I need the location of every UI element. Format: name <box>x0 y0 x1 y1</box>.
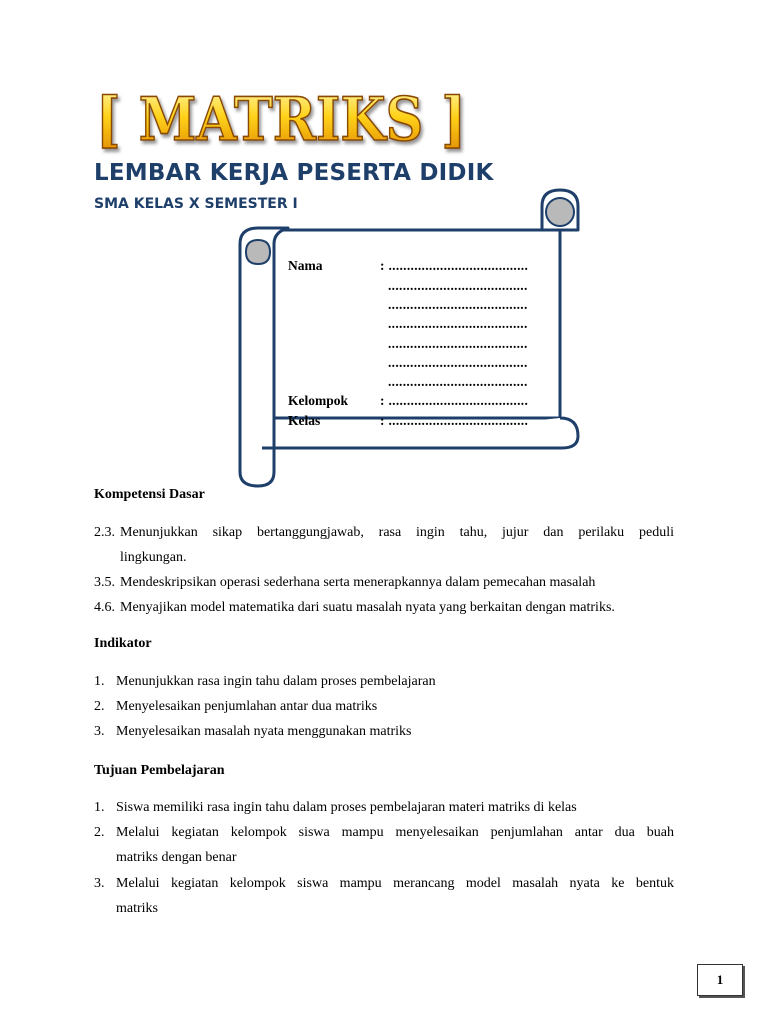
nama-label: Nama <box>288 258 323 273</box>
list-item <box>94 719 674 744</box>
nama-line[interactable]: ...................................... <box>388 374 528 389</box>
item-number: 3. <box>94 724 105 739</box>
kelas-label: Kelas <box>288 413 321 428</box>
item-text: Melalui kegiatan kelompok siswa mampu merancang model masalah nyata ke bentuk <box>116 876 674 891</box>
nama-line[interactable]: ...................................... <box>388 297 528 312</box>
list-item <box>94 669 674 694</box>
list-item <box>94 694 674 719</box>
page-subtitle: SMA KELAS X SEMESTER I <box>94 196 298 212</box>
item-text: lingkungan. <box>120 550 187 565</box>
item-text: Menyajikan model matematika dari suatu masalah nyata yang berkaitan dengan matriks. <box>120 600 615 615</box>
item-text: Mendeskripsikan operasi sederhana serta menerapkannya dalam pemecahan masalah <box>120 575 596 590</box>
item-number: 1. <box>94 800 105 815</box>
matriks-banner <box>92 82 472 155</box>
kelas-field[interactable]: : ...................................... <box>380 413 529 428</box>
item-number: 3.5. <box>94 575 115 590</box>
item-number: 3. <box>94 876 105 891</box>
kelompok-label: Kelompok <box>288 393 349 408</box>
list-item <box>94 595 674 620</box>
nama-line[interactable]: ...................................... <box>388 355 528 370</box>
item-text: Menunjukkan sikap bertanggungjawab, rasa ingin tahu, jujur dan perilaku peduli <box>120 525 674 540</box>
item-text: Menyelesaikan masalah nyata menggunakan matriks <box>116 724 412 739</box>
item-number: 2. <box>94 699 105 714</box>
nama-line[interactable]: ...................................... <box>388 336 528 351</box>
item-number: 2. <box>94 825 105 840</box>
page-title: LEMBAR KERJA PESERTA DIDIK <box>94 160 494 186</box>
list-item <box>94 570 674 595</box>
item-number: 4.6. <box>94 600 115 615</box>
item-number: 2.3. <box>94 525 115 540</box>
item-text: Melalui kegiatan kelompok siswa mampu menyelesaikan penjumlahan antar dua buah <box>116 825 674 840</box>
item-text: Menyelesaikan penjumlahan antar dua matriks <box>116 699 378 714</box>
kelompok-field[interactable]: : ...................................... <box>380 393 529 408</box>
nama-line[interactable]: ...................................... <box>388 278 528 293</box>
list-item <box>94 795 674 820</box>
nama-field[interactable]: : ...................................... <box>380 258 529 273</box>
nama-line[interactable]: ...................................... <box>388 316 528 331</box>
banner-text: [ MATRIKS ] <box>96 85 466 155</box>
page-number: 1 <box>697 964 743 996</box>
list-item <box>94 871 674 921</box>
item-text: matriks dengan benar <box>116 850 237 865</box>
kompetensi-heading: Kompetensi Dasar <box>94 487 205 502</box>
item-text: Menunjukkan rasa ingin tahu dalam proses pembelajaran <box>116 674 436 689</box>
item-text: Siswa memiliki rasa ingin tahu dalam proses pembelajaran materi matriks di kelas <box>116 800 577 815</box>
item-number: 1. <box>94 674 105 689</box>
indikator-heading: Indikator <box>94 636 152 651</box>
list-item <box>94 520 674 570</box>
item-text: matriks <box>116 901 158 916</box>
tujuan-heading: Tujuan Pembelajaran <box>94 763 225 778</box>
list-item <box>94 820 674 870</box>
